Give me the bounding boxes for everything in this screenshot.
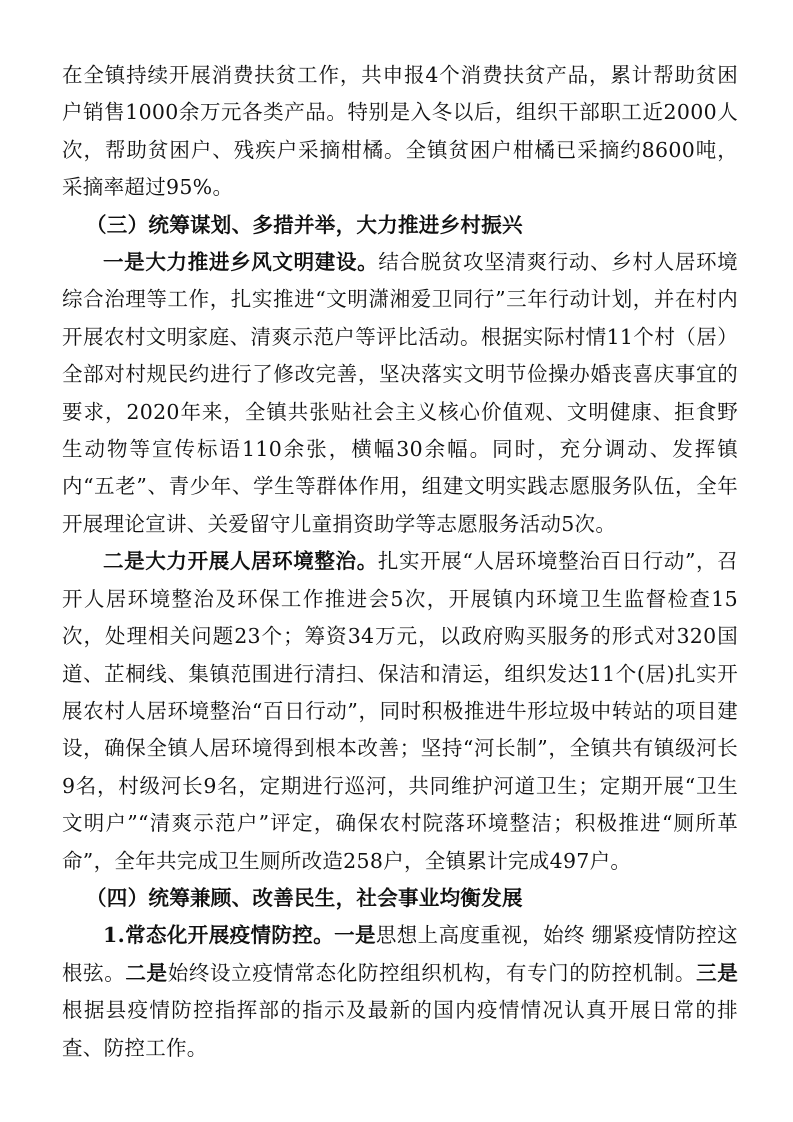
body-paragraph [62,543,738,880]
text-run: 在全镇持续开展消费扶贫工作，共申报4个消费扶贫产品，累计帮助贫困户销售1000余万元各类产品。特别是入冬以后，组织干部职工近2000人次，帮助贫困户、残疾户采摘柑橘。全镇贫困户柑橘已采摘约8600吨，采摘率超过95%。 [62,63,738,200]
text-run: 思想上高度重视，始终 绷紧疫情防控这根弦。 [62,923,738,985]
section-heading [62,207,738,244]
section-heading [62,880,738,917]
bold-text-run: 二是大力开展人居环境整治。 [103,549,378,574]
bold-text-run: 一是 [334,923,376,948]
text-run: 结合脱贫攻坚清爽行动、乡村人居环境综合治理等工作，扎实推进“文明潇湘爱卫同行”三年行动计划，并在村内开展农村文明家庭、清爽示范户等评比活动。根据实际村情11个村（居）全部对村规民约进行了修改完善，坚决落实文明节俭操办婚丧喜庆事宜的要求，2020年来，全镇共张贴社会主义核心价值观、文明健康、拒食野生动物等宣传标语110余张，横幅30余幅。同时，充分调动、发挥镇内“五老”、青少年、学生等群体作用，组建文明实践志愿服务队伍，全年开展理论宣讲、关爱留守儿童捐资助学等志愿服务活动5次。 [62,250,738,536]
text-run: 扎实开展“人居环境整治百日行动”，召开人居环境整治及环保工作推进会5次，开展镇内环境卫生监督检查15次，处理相关问题23个；筹资34万元，以政府购买服务的形式对320国道、芷桐线、集镇范围进行清扫、保洁和清运，组织发达11个(居)扎实开展农村人居环境整治“百日行动”，同时积极推进牛形垃圾中转站的项目建设，确保全镇人居环境得到根本改善；坚持“河长制”，全镇共有镇级河长9名，村级河长9名，定期进行巡河，共同维护河道卫生；定期开展“卫生文明户”“清爽示范户”评定，确保农村院落环境整洁；积极推进“厕所革命”，全年共完成卫生厕所改造258户，全镇累计完成497户。 [62,549,739,873]
bold-text-run: 1.常态化开展疫情防控。 [103,923,335,948]
bold-text-run: 二是 [125,960,168,985]
document-body [62,57,738,1067]
body-paragraph [62,917,738,1067]
body-paragraph [62,57,738,207]
bold-text-run: 三是 [696,960,738,985]
bold-text-run: 一是大力推进乡风文明建设。 [103,250,379,275]
body-paragraph [62,244,738,543]
text-run: 根据县疫情防控指挥部的指示及最新的国内疫情情况认真开展日常的排查、防控工作。 [62,998,738,1060]
bold-text-run: （四）统筹兼顾、改善民生，社会事业均衡发展 [86,885,523,910]
text-run: 始终设立疫情常态化防控组织机构，有专门的防控机制。 [167,960,697,985]
bold-text-run: （三）统筹谋划、多措并举，大力推进乡村振兴 [86,212,523,237]
